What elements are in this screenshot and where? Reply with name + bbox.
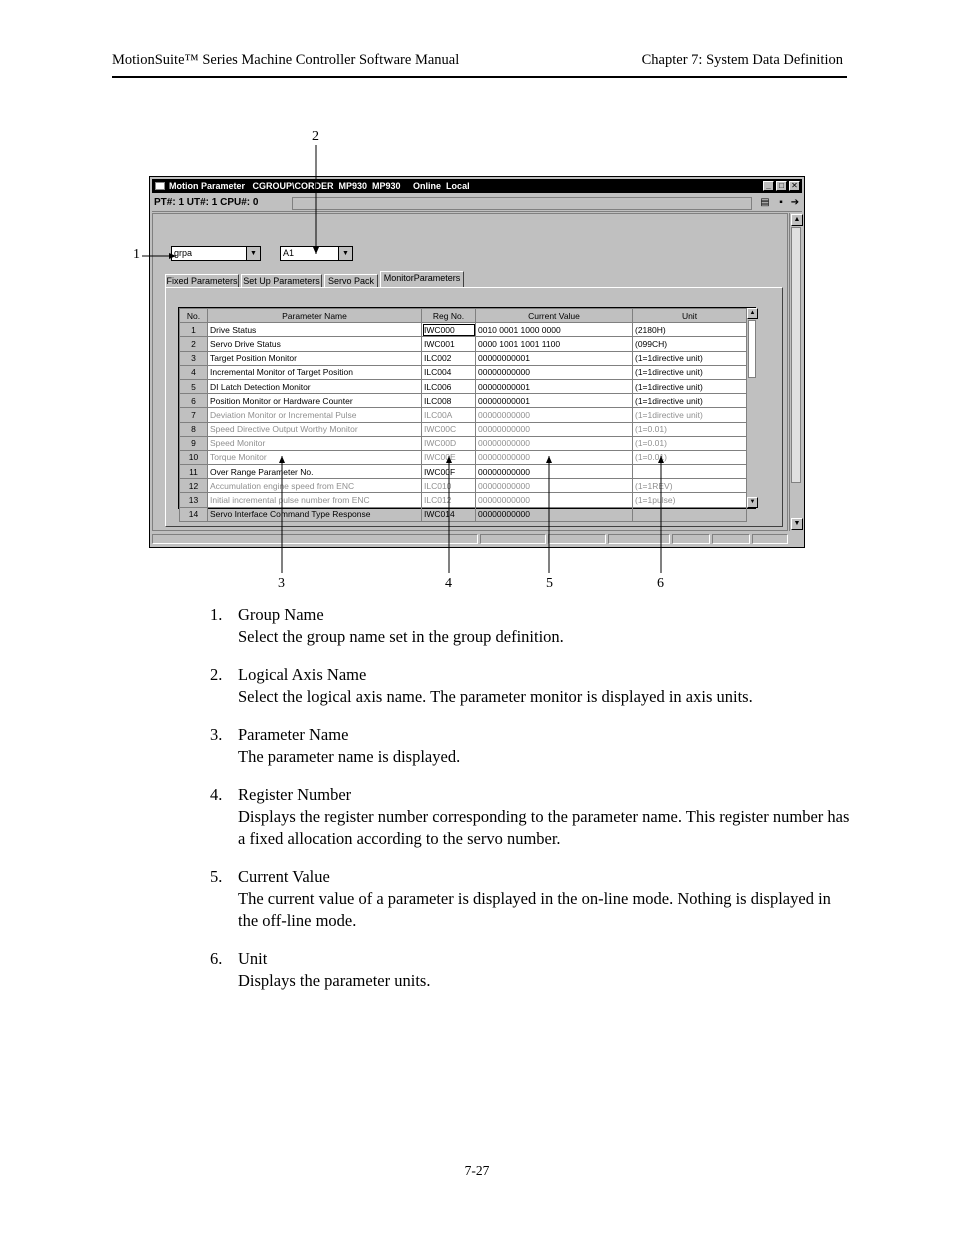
current-value-cell[interactable]: 00000000000 [476, 507, 633, 521]
group-name-value: grpa [174, 248, 193, 258]
tab-set-up-parameters[interactable]: Set Up Parameters [241, 274, 322, 288]
parameter-name-cell[interactable]: Torque Monitor [208, 450, 422, 464]
reg-no-cell[interactable]: ILC004 [422, 365, 476, 379]
list-item [210, 866, 850, 932]
status-bar [152, 533, 802, 546]
status-cell [752, 534, 788, 544]
parameter-name-cell[interactable]: Accumulation engine speed from ENC [208, 479, 422, 493]
row-number[interactable]: 6 [180, 394, 208, 408]
unit-cell[interactable]: (099CH) [633, 337, 747, 351]
unit-cell[interactable]: (1=1directive unit) [633, 408, 747, 422]
status-cell [548, 534, 606, 544]
monitor-parameter-grid [178, 307, 756, 520]
reg-no-cell[interactable]: ILC012 [422, 493, 476, 507]
parameter-name-cell[interactable]: Servo Interface Command Type Response [208, 507, 422, 521]
item-description: Select the group name set in the group definition. [238, 627, 564, 646]
parameter-name-cell[interactable]: Over Range Parameter No. [208, 465, 422, 479]
maximize-button[interactable]: □ [776, 181, 787, 191]
current-value-cell[interactable]: 00000000000 [476, 436, 633, 450]
window-title: Motion Parameter CGROUP\CORDER MP930 MP930 Online Local [169, 181, 470, 191]
current-value-cell[interactable]: 00000000001 [476, 394, 633, 408]
item-number: 1. [210, 605, 223, 624]
reg-no-cell[interactable]: ILC008 [422, 394, 476, 408]
list-item [210, 784, 850, 850]
current-value-cell[interactable]: 00000000000 [476, 479, 633, 493]
parameter-name-cell[interactable]: Servo Drive Status [208, 337, 422, 351]
app-icon [155, 182, 165, 190]
status-cell [480, 534, 546, 544]
parameter-name-cell[interactable]: Position Monitor or Hardware Counter [208, 394, 422, 408]
unit-cell[interactable]: (1=0.01) [633, 436, 747, 450]
item-number: 6. [210, 949, 223, 968]
unit-cell[interactable]: (1=0.01) [633, 422, 747, 436]
item-number: 5. [210, 867, 223, 886]
callout-5: 5 [546, 576, 553, 591]
motion-parameter-window [149, 176, 805, 548]
item-number: 2. [210, 665, 223, 684]
reg-no-cell[interactable]: IWC00E [422, 450, 476, 464]
column-header-reg-no[interactable]: Reg No. [422, 309, 476, 323]
unit-cell[interactable]: (2180H) [633, 323, 747, 337]
row-number[interactable]: 2 [180, 337, 208, 351]
table-row[interactable] [180, 493, 747, 507]
reg-no-cell[interactable]: ILC006 [422, 379, 476, 393]
unit-cell[interactable]: (1=1directive unit) [633, 351, 747, 365]
current-value-cell[interactable]: 00000000001 [476, 379, 633, 393]
tab-monitor-parameters[interactable]: MonitorParameters [380, 271, 464, 288]
row-number[interactable]: 5 [180, 379, 208, 393]
parameter-name-cell[interactable]: Deviation Monitor or Incremental Pulse [208, 408, 422, 422]
table-row[interactable] [180, 351, 747, 365]
table-row[interactable] [180, 436, 747, 450]
status-cell [608, 534, 670, 544]
reg-no-cell[interactable]: IWC00D [422, 436, 476, 450]
chevron-down-icon[interactable]: ▼ [246, 247, 260, 260]
parameter-name-cell[interactable]: Speed Monitor [208, 436, 422, 450]
info-bar [152, 195, 802, 212]
item-description: Displays the register number corresponding to the parameter name. This register number has a fixed allocation according to the servo number. [238, 807, 850, 848]
row-number[interactable]: 9 [180, 436, 208, 450]
item-title: Register Number [238, 785, 352, 804]
axis-name-combo[interactable] [280, 246, 353, 261]
current-value-cell[interactable]: 00000000000 [476, 422, 633, 436]
reg-no-cell[interactable]: IWC001 [422, 337, 476, 351]
reg-no-cell[interactable]: ILC00A [422, 408, 476, 422]
parameter-name-cell[interactable]: Initial incremental pulse number from ENC [208, 493, 422, 507]
grid-scroll-thumb[interactable] [748, 320, 756, 378]
parameter-name-cell[interactable]: Speed Directive Output Worthy Monitor [208, 422, 422, 436]
tab-fixed-parameters[interactable]: Fixed Parameters [166, 276, 238, 286]
group-name-combo[interactable] [171, 246, 261, 261]
scroll-up-icon[interactable]: ▲ [791, 214, 803, 226]
row-number[interactable]: 3 [180, 351, 208, 365]
arrow-right-icon[interactable]: ➔ [790, 197, 800, 208]
current-value-cell[interactable]: 00000000001 [476, 351, 633, 365]
list-item [210, 664, 850, 708]
table-row[interactable] [180, 479, 747, 493]
callout-3: 3 [278, 576, 285, 591]
tool-icon[interactable]: ▪ [779, 197, 783, 208]
window-scroll-thumb[interactable] [791, 227, 801, 483]
unit-cell[interactable]: (1=1pulse) [633, 493, 747, 507]
item-description: Select the logical axis name. The parameter monitor is displayed in axis units. [238, 687, 753, 706]
unit-cell[interactable]: (1=1directive unit) [633, 379, 747, 393]
chevron-down-icon[interactable]: ▼ [338, 247, 352, 260]
page-header [112, 52, 847, 78]
item-title: Logical Axis Name [238, 665, 367, 684]
current-value-cell[interactable]: 00000000000 [476, 365, 633, 379]
list-item [210, 948, 850, 992]
close-button[interactable]: ✕ [789, 181, 800, 191]
table-row[interactable] [180, 379, 747, 393]
window-titlebar [152, 179, 802, 193]
current-value-cell[interactable]: 00000000000 [476, 450, 633, 464]
scroll-down-icon[interactable]: ▼ [747, 497, 758, 508]
grid-scrollbar[interactable] [746, 308, 757, 508]
table-row[interactable] [180, 365, 747, 379]
row-number[interactable]: 12 [180, 479, 208, 493]
current-value-cell[interactable]: 00000000000 [476, 493, 633, 507]
item-title: Group Name [238, 605, 324, 624]
parameter-name-cell[interactable]: Target Position Monitor [208, 351, 422, 365]
item-title: Unit [238, 949, 268, 968]
status-cell [672, 534, 710, 544]
grid-header-row [180, 309, 747, 323]
callout-2: 2 [312, 129, 319, 144]
item-number: 3. [210, 725, 223, 744]
row-number[interactable]: 14 [180, 507, 208, 521]
table-row[interactable] [180, 465, 747, 479]
table-row[interactable] [180, 422, 747, 436]
scroll-down-icon[interactable]: ▼ [791, 518, 803, 530]
callout-4: 4 [445, 576, 452, 591]
item-description: The current value of a parameter is displayed in the on-line mode. Nothing is displayed in the off-line mode. [238, 889, 831, 930]
row-number[interactable]: 11 [180, 465, 208, 479]
reg-no-cell[interactable]: ILC010 [422, 479, 476, 493]
unit-cell[interactable] [633, 507, 747, 521]
reg-no-cell[interactable]: IWC00C [422, 422, 476, 436]
item-description: Displays the parameter units. [238, 971, 431, 990]
info-field [292, 197, 752, 210]
parameter-name-cell[interactable]: Incremental Monitor of Target Position [208, 365, 422, 379]
item-title: Current Value [238, 867, 330, 886]
table-row[interactable] [180, 408, 747, 422]
row-number[interactable]: 10 [180, 450, 208, 464]
column-header-parameter-name[interactable]: Parameter Name [208, 309, 422, 323]
current-value-cell[interactable]: 00000000000 [476, 408, 633, 422]
column-header-current-value[interactable]: Current Value [476, 309, 633, 323]
scroll-up-icon[interactable]: ▲ [747, 308, 758, 319]
minimize-button[interactable]: _ [763, 181, 774, 191]
list-item [210, 724, 850, 768]
current-value-cell[interactable]: 0010 0001 1000 0000 [476, 323, 633, 337]
current-value-cell[interactable]: 00000000000 [476, 465, 633, 479]
table-row[interactable] [180, 394, 747, 408]
unit-cell[interactable]: (1=1directive unit) [633, 394, 747, 408]
list-item [210, 604, 850, 648]
item-number: 4. [210, 785, 223, 804]
item-title: Parameter Name [238, 725, 349, 744]
callout-1: 1 [133, 247, 140, 262]
column-header-no[interactable]: No. [180, 309, 208, 323]
callout-descriptions [210, 604, 850, 1008]
column-header-unit[interactable]: Unit [633, 309, 747, 323]
status-cell [152, 534, 478, 544]
manual-title: MotionSuite™ Series Machine Controller Software Manual [112, 52, 460, 68]
unit-cell[interactable]: (1=0.01) [633, 450, 747, 464]
parameter-name-cell[interactable]: DI Latch Detection Monitor [208, 379, 422, 393]
page-number: 7-27 [464, 1163, 490, 1178]
window-vertical-scrollbar[interactable] [789, 213, 802, 531]
reg-no-cell[interactable]: IWC014 [422, 507, 476, 521]
table-row[interactable] [180, 337, 747, 351]
reg-no-cell[interactable]: ILC002 [422, 351, 476, 365]
table-row[interactable] [180, 507, 747, 521]
unit-cell[interactable] [633, 465, 747, 479]
table-row[interactable] [180, 323, 747, 337]
row-number[interactable]: 4 [180, 365, 208, 379]
chapter-title: Chapter 7: System Data Definition [641, 52, 843, 68]
reg-no-cell[interactable]: IWC000 [422, 323, 476, 337]
status-cell [712, 534, 750, 544]
row-number[interactable]: 13 [180, 493, 208, 507]
row-number[interactable]: 7 [180, 408, 208, 422]
axis-name-value: A1 [283, 248, 295, 258]
reg-no-cell[interactable]: IWC00F [422, 465, 476, 479]
print-icon[interactable]: ▤ [760, 197, 770, 208]
tab-servo-pack[interactable]: Servo Pack [324, 274, 378, 288]
pt-unit-cpu-info: PT#: 1 UT#: 1 CPU#: 0 [154, 197, 259, 208]
current-value-cell[interactable]: 0000 1001 1001 1100 [476, 337, 633, 351]
callout-6: 6 [657, 576, 664, 591]
parameter-name-cell[interactable]: Drive Status [208, 323, 422, 337]
unit-cell[interactable]: (1=1directive unit) [633, 365, 747, 379]
row-number[interactable]: 8 [180, 422, 208, 436]
row-number[interactable]: 1 [180, 323, 208, 337]
table-row[interactable] [180, 450, 747, 464]
item-description: The parameter name is displayed. [238, 747, 461, 766]
unit-cell[interactable]: (1=1REV) [633, 479, 747, 493]
client-area [152, 213, 788, 531]
